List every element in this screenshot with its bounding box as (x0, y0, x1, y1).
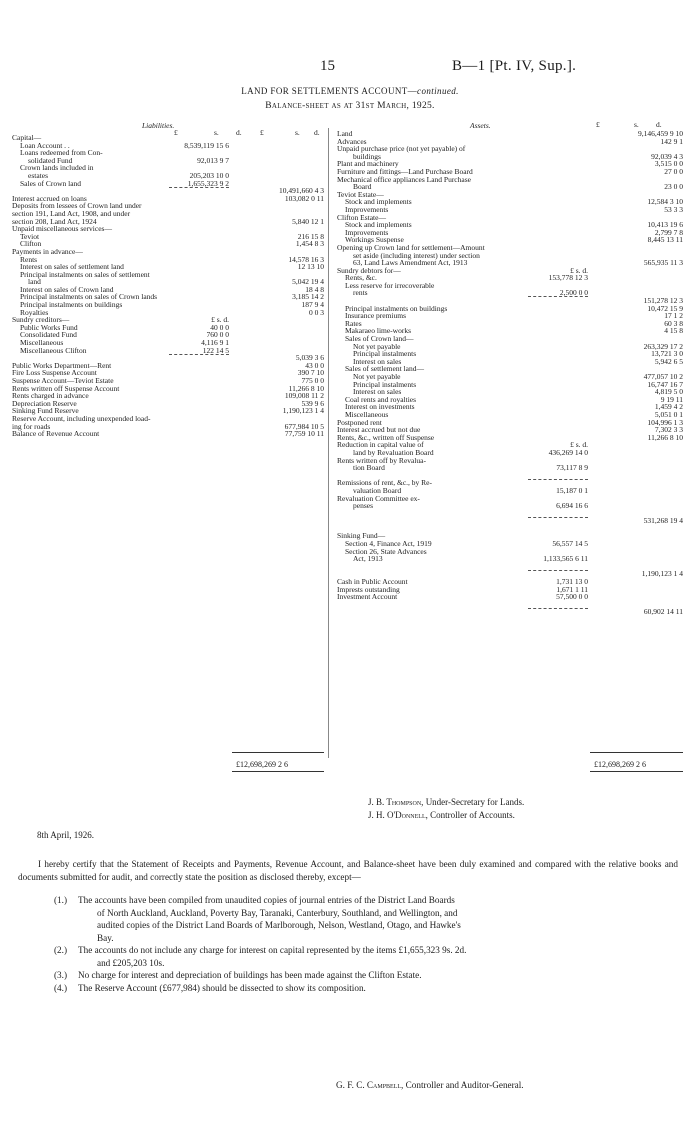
assets-amount: 2,799 7 8 (654, 227, 683, 237)
liabilities-amount: 109,008 11 2 (284, 391, 324, 401)
liabilities-label: Rents charged in advance (12, 391, 89, 401)
liabilities-total: £12,698,269 2 6 (236, 760, 288, 769)
liabilities-amount-inner: 122 14 5 (202, 345, 229, 355)
liabilities-amount: 103,082 0 11 (284, 193, 324, 203)
assets-label: Principal instalments (353, 379, 417, 389)
assets-label: Postponed rent (337, 417, 382, 427)
assets-label: Sundry debtors for— (337, 265, 401, 275)
subtotal-rule (528, 296, 588, 297)
assets-label: Interest accrued but not due (337, 425, 421, 435)
liabilities-label: Royalties (20, 307, 49, 317)
liabilities-label: Crown lands included in (20, 163, 94, 173)
assets-amount: 60,902 14 11 (643, 607, 683, 617)
assets-label: Insurance premiums (345, 311, 407, 321)
assets-label: Mechanical office appliances Land Purchase (337, 174, 471, 184)
assets-amount-inner: 2,500 0 0 (559, 288, 588, 298)
liabilities-label: Deposits from lessees of Crown land under (12, 201, 142, 211)
assets-label: 63, Land Laws Amendment Act, 1913 (353, 258, 468, 268)
assets-heading: Assets. (470, 121, 491, 130)
liabilities-label: Public Works Fund (20, 322, 78, 332)
page-number: 15 (320, 58, 335, 74)
liabilities-amount: 14,578 16 3 (288, 254, 324, 264)
exception-text-line: Bay. (97, 932, 114, 943)
liabilities-label: Principal instalments on sales of Crown lands (20, 292, 158, 302)
assets-row (337, 206, 683, 214)
liabilities-amount: 5,840 12 1 (292, 216, 324, 226)
assets-amount: 104,996 1 3 (647, 417, 683, 427)
assets-label: Advances (337, 136, 367, 146)
assets-amount: 142 9 1 (660, 136, 683, 146)
assets-label: buildings (353, 151, 381, 161)
liabilities-amount-inner: 8,539,119 15 6 (184, 140, 229, 150)
assets-row (337, 176, 683, 184)
assets-row (337, 608, 683, 616)
assets-amount-inner: 6,694 16 6 (556, 501, 588, 511)
assets-amount-inner: 1,731 13 0 (556, 577, 588, 587)
assets-label: Not yet payable (353, 372, 401, 381)
assets-label: Investment Account (337, 592, 398, 602)
assets-amount: 7,302 3 3 (654, 425, 683, 435)
liabilities-amount: 5,039 3 6 (295, 353, 324, 363)
assets-label: Remissions of rent, &c., by Re- (337, 478, 432, 488)
liabilities-label: Rents (20, 254, 38, 264)
assets-amount: 9,146,459 9 10 (638, 129, 683, 138)
assets-row (337, 198, 683, 206)
assets-amount: 11,266 8 10 (647, 432, 683, 442)
signature-odonnell: J. H. O'Donnell, Controller of Accounts. (368, 810, 515, 820)
liabilities-label: section 191, Land Act, 1908, and under (12, 208, 131, 218)
assets-amount: 1,459 4 2 (654, 402, 683, 412)
assets-amount: 5,051 0 1 (654, 409, 683, 419)
assets-amount: 10,472 15 9 (647, 303, 683, 313)
liabilities-amount: 77,759 10 11 (284, 429, 324, 439)
assets-label: Interest on sales (353, 356, 402, 366)
assets-row (337, 130, 683, 138)
assets-label: Sales of settlement land— (345, 364, 424, 374)
assets-row (337, 593, 683, 601)
liabilities-label: Payments in advance— (12, 246, 83, 256)
subtotal-rule (528, 570, 588, 571)
assets-label: set aside (including interest) under section (353, 250, 480, 260)
liabilities-label: Unpaid miscellaneous services— (12, 224, 112, 234)
assets-amount-inner: 15,187 0 1 (556, 485, 588, 495)
liabilities-heading: Liabilities. (142, 121, 175, 130)
assets-label: Principal instalments on buildings (345, 303, 448, 313)
assets-amount: 12,584 3 10 (647, 197, 683, 207)
liabilities-amount-inner: £ s. d. (211, 315, 229, 325)
assets-label: land by Revaluation Board (353, 447, 434, 457)
assets-amount-inner: £ s. d. (570, 265, 588, 275)
assets-label: Section 26, State Advances (345, 546, 427, 556)
assets-row (337, 221, 683, 229)
assets-amount: 263,329 17 2 (643, 341, 683, 351)
assets-row (337, 282, 683, 290)
assets-amount: 4 15 8 (664, 326, 683, 336)
subtotal-rule (528, 517, 588, 518)
liabilities-label: Balance of Revenue Account (12, 429, 100, 439)
balance-sheet-subtitle: Balance-sheet as at 31st March, 1925. (265, 101, 435, 111)
assets-amount-inner: 73,117 8 9 (556, 463, 588, 473)
assets-row (337, 601, 683, 609)
assets-amount: 1,190,123 1 4 (641, 569, 683, 579)
assets-label: Coal rents and royalties (345, 394, 417, 404)
assets-total-rule-top (590, 752, 683, 753)
assets-amount: 17 1 2 (664, 311, 683, 321)
exception-number: (1.) (54, 895, 68, 905)
assets-row (337, 525, 683, 533)
liabilities-label: Loans redeemed from Con- (20, 148, 103, 158)
liabilities-amount: 5,042 19 4 (292, 277, 324, 287)
assets-label: penses (353, 501, 373, 511)
assets-label: Act, 1913 (353, 554, 383, 564)
liabilities-label: Fire Loss Suspense Account (12, 368, 97, 378)
subtotal-rule (169, 354, 229, 355)
assets-label: Clifton Estate— (337, 212, 386, 222)
liabilities-label: Depreciation Reserve (12, 398, 77, 408)
liabilities-amount-inner: 92,013 9 7 (197, 155, 229, 165)
assets-row (337, 548, 683, 556)
assets-amount: 8,445 13 11 (647, 235, 683, 245)
liabilities-row (12, 430, 324, 438)
exception-text-line: audited copies of the District Land Boards of Marlborough, Nelson, Westland, Otago, and Hawke's (97, 920, 461, 930)
document-reference: B—1 [Pt. IV, Sup.]. (452, 58, 577, 74)
assets-label: Reduction in capital value of (337, 440, 424, 450)
liabilities-amount: 3,185 14 2 (292, 292, 324, 302)
subtotal-rule (169, 187, 229, 188)
exception-text-line: The accounts have been compiled from unaudited copies of journal entries of the District Land Boards (78, 895, 455, 905)
assets-amount: 53 3 3 (664, 204, 683, 214)
liabilities-row (12, 164, 324, 172)
liabilities-label: Interest on sales of settlement land (20, 262, 124, 272)
liabilities-label: estates (28, 170, 48, 180)
liabilities-label: Teviot (20, 231, 40, 241)
liabilities-amount-inner: 760 0 0 (206, 330, 229, 340)
liabilities-label: ing for roads (12, 421, 51, 431)
liabilities-amount-inner: 40 0 0 (210, 322, 229, 332)
assets-amount: 565,935 11 3 (643, 258, 683, 268)
assets-label: Cash in Public Account (337, 577, 408, 587)
subtotal-rule (528, 479, 588, 480)
liabilities-label: Principal instalments on buildings (20, 300, 123, 310)
liabilities-amount: 43 0 0 (305, 360, 324, 370)
liabilities-row (12, 233, 324, 241)
assets-row (337, 289, 683, 297)
assets-amount: 16,747 16 7 (647, 379, 683, 389)
liabilities-amount: 1,454 8 3 (295, 239, 324, 249)
assets-label: Plant and machinery (337, 159, 399, 169)
assets-label: Unpaid purchase price (not yet payable) of (337, 144, 466, 154)
assets-amount: 92,039 4 3 (651, 151, 683, 161)
exception-number: (4.) (54, 982, 68, 993)
liabilities-row (12, 271, 324, 279)
assets-table (337, 130, 683, 616)
liabilities-amount: 390 7 10 (297, 368, 324, 378)
assets-amount-inner: 1,671 1 11 (556, 584, 588, 594)
assets-amount: 10,413 19 6 (647, 220, 683, 230)
liabilities-amount-inner: 205,203 10 0 (189, 170, 229, 180)
liabilities-label: Sales of Crown land (20, 178, 82, 188)
assets-row (337, 555, 683, 563)
liabilities-label: Principal instalments on sales of settlement (20, 269, 150, 279)
assets-label: Improvements (345, 227, 389, 237)
liabilities-amount: 12 13 10 (297, 262, 324, 272)
column-divider (328, 128, 329, 758)
liabilities-label: Capital— (12, 133, 42, 142)
assets-amount-inner: 57,500 0 0 (556, 592, 588, 602)
assets-label: Section 4, Finance Act, 1919 (345, 539, 432, 549)
assets-label: Interest on investments (345, 402, 415, 412)
liabilities-label: Rents written off Suspense Account (12, 383, 120, 393)
liabilities-table (12, 134, 324, 438)
assets-label: Sales of Crown land— (345, 334, 414, 344)
assets-amount-inner: £ s. d. (570, 440, 588, 450)
assets-amount: 13,721 3 0 (651, 349, 683, 359)
liabilities-label: Reserve Account, including unexpended load- (12, 413, 151, 423)
assets-label: Furniture and fittings—Land Purchase Board (337, 166, 473, 176)
signature-thompson: J. B. Thompson, Under-Secretary for Lands. (368, 797, 525, 807)
assets-row (337, 495, 683, 503)
assets-label: Land (337, 129, 353, 138)
liabilities-total-rule-top (232, 752, 324, 753)
assets-amount-inner: 56,557 14 5 (552, 539, 588, 549)
assets-row (337, 517, 683, 525)
liabilities-amount: 0 0 3 (309, 307, 324, 317)
liabilities-label: Miscellaneous (20, 338, 64, 348)
liabilities-row (12, 180, 324, 188)
assets-row (337, 403, 683, 411)
assets-label: Rates (345, 318, 362, 328)
liabilities-row (12, 248, 324, 256)
liabilities-amount: 18 4 8 (305, 284, 324, 294)
assets-label: Rents, &c. (345, 273, 377, 283)
assets-label: Less reserve for irrecoverable (345, 280, 435, 290)
assets-label: Rents, &c., written off Suspense (337, 432, 435, 442)
assets-amount-inner: 1,133,565 6 11 (543, 554, 588, 564)
liabilities-row (12, 301, 324, 309)
liabilities-amount-inner: 4,116 9 1 (201, 338, 229, 348)
exception-text-line: No charge for interest and depreciation of buildings has been made against the Clifton Estate. (78, 970, 422, 980)
assets-label: Teviot Estate— (337, 189, 384, 199)
assets-amount: 23 0 0 (664, 182, 683, 192)
liabilities-amount: 187 9 4 (301, 300, 324, 310)
assets-label: Revaluation Committee ex- (337, 493, 420, 503)
assets-label: Stock and implements (345, 220, 412, 230)
assets-label: Not yet payable (353, 341, 401, 351)
assets-label: Rents written off by Revalua- (337, 455, 427, 465)
assets-amount-inner: 436,269 14 0 (548, 447, 588, 457)
assets-amount: 27 0 0 (664, 166, 683, 176)
assets-label: valuation Board (353, 485, 402, 495)
liabilities-label: section 208, Land Act, 1924 (12, 216, 97, 226)
assets-label: Interest on sales (353, 387, 402, 397)
liabilities-label: solidated Fund (28, 155, 73, 165)
liabilities-amount-inner: 1,655,323 9 2 (187, 178, 229, 188)
liabilities-label: Miscellaneous Clifton (20, 345, 87, 355)
assets-total: £12,698,269 2 6 (594, 760, 646, 769)
audit-certificate-intro: I hereby certify that the Statement of Receipts and Payments, Revenue Account, and Balance-sheet have been duly examined and compared with the relative books and documents submitted for audit, and correctly state the position as disclosed thereby, except— (18, 859, 678, 882)
assets-total-rule-bottom (590, 771, 683, 772)
assets-label: Board (353, 182, 372, 192)
liabilities-label: Loan Account . . (20, 140, 70, 150)
liabilities-amount: 11,266 8 10 (288, 383, 324, 393)
assets-amount: 151,278 12 3 (643, 296, 683, 306)
liabilities-label: Interest accrued on loans (12, 193, 87, 203)
exception-text-line: The Reserve Account (£677,984) should be dissected to show its composition. (78, 982, 366, 993)
assets-label: Imprests outstanding (337, 584, 400, 594)
subtotal-rule (528, 608, 588, 609)
assets-amount: 4,819 5 0 (654, 387, 683, 397)
assets-amount: 477,057 10 2 (643, 372, 683, 381)
assets-amount: 531,268 19 4 (643, 516, 683, 526)
assets-row (337, 457, 683, 465)
assets-row (337, 502, 683, 510)
liabilities-label: Sundry creditors— (12, 315, 70, 325)
assets-row (337, 183, 683, 191)
liabilities-total-rule-bottom (232, 771, 324, 772)
assets-row (337, 411, 683, 419)
assets-label: Workings Suspense (345, 235, 404, 245)
liabilities-row (12, 225, 324, 233)
assets-label: Principal instalments (353, 349, 417, 359)
assets-amount: 5,942 6 5 (654, 356, 683, 366)
liabilities-amount: 539 9 6 (301, 398, 324, 408)
assets-label: Opening up Crown land for settlement—Amount (337, 242, 485, 252)
assets-label: Stock and implements (345, 197, 412, 207)
liabilities-amount: 216 15 8 (297, 231, 324, 241)
assets-row (337, 145, 683, 153)
assets-amount: 3,515 0 0 (654, 159, 683, 169)
liabilities-label: Public Works Department—Rent (12, 360, 112, 370)
assets-amount: 9 19 11 (660, 394, 683, 404)
assets-label: Miscellaneous (345, 409, 389, 419)
assets-label: Makaraeo lime-works (345, 326, 412, 336)
assets-label: tion Board (353, 463, 385, 473)
assets-row (337, 510, 683, 518)
liabilities-label: Consolidated Fund (20, 330, 77, 340)
auditor-signature: G. F. C. Campbell, Controller and Auditor-General. (336, 1080, 524, 1090)
liabilities-amount: 677,984 10 5 (284, 421, 324, 431)
liabilities-amount: 10,491,660 4 3 (279, 186, 324, 196)
liabilities-label: Suspense Account—Teviot Estate (12, 376, 114, 385)
assets-label: Improvements (345, 204, 389, 214)
assets-label: rents (353, 288, 368, 298)
exception-text-line: The accounts do not include any charge for interest on capital represented by the items £1,655,323 9s. 2d. (78, 945, 467, 955)
assets-amount-inner: 153,778 12 3 (548, 273, 588, 283)
liabilities-label: Sinking Fund Reserve (12, 406, 79, 416)
document-date: 8th April, 1926. (37, 830, 95, 840)
exception-number: (3.) (54, 970, 68, 980)
liabilities-row (12, 415, 324, 423)
liabilities-label: Interest on sales of Crown land (20, 284, 114, 294)
liabilities-label: land (28, 277, 41, 287)
assets-amount: 60 3 8 (664, 318, 683, 328)
exception-number: (2.) (54, 945, 68, 955)
assets-label: Sinking Fund— (337, 531, 386, 541)
exception-text-line: and £205,203 10s. (97, 957, 165, 968)
liabilities-amount: 1,190,123 1 4 (282, 406, 324, 416)
liabilities-amount: 775 0 0 (301, 376, 324, 385)
exception-text-line: of North Auckland, Auckland, Poverty Bay, Taranaki, Canterbury, Southland, and Wellington, and (97, 907, 458, 918)
assets-row (337, 563, 683, 571)
assets-row (337, 267, 683, 275)
assets-row (337, 312, 683, 320)
liabilities-label: Clifton (20, 239, 42, 249)
account-title: LAND FOR SETTLEMENTS ACCOUNT—continued. (241, 86, 459, 96)
assets-row (337, 464, 683, 472)
liabilities-row (12, 347, 324, 355)
